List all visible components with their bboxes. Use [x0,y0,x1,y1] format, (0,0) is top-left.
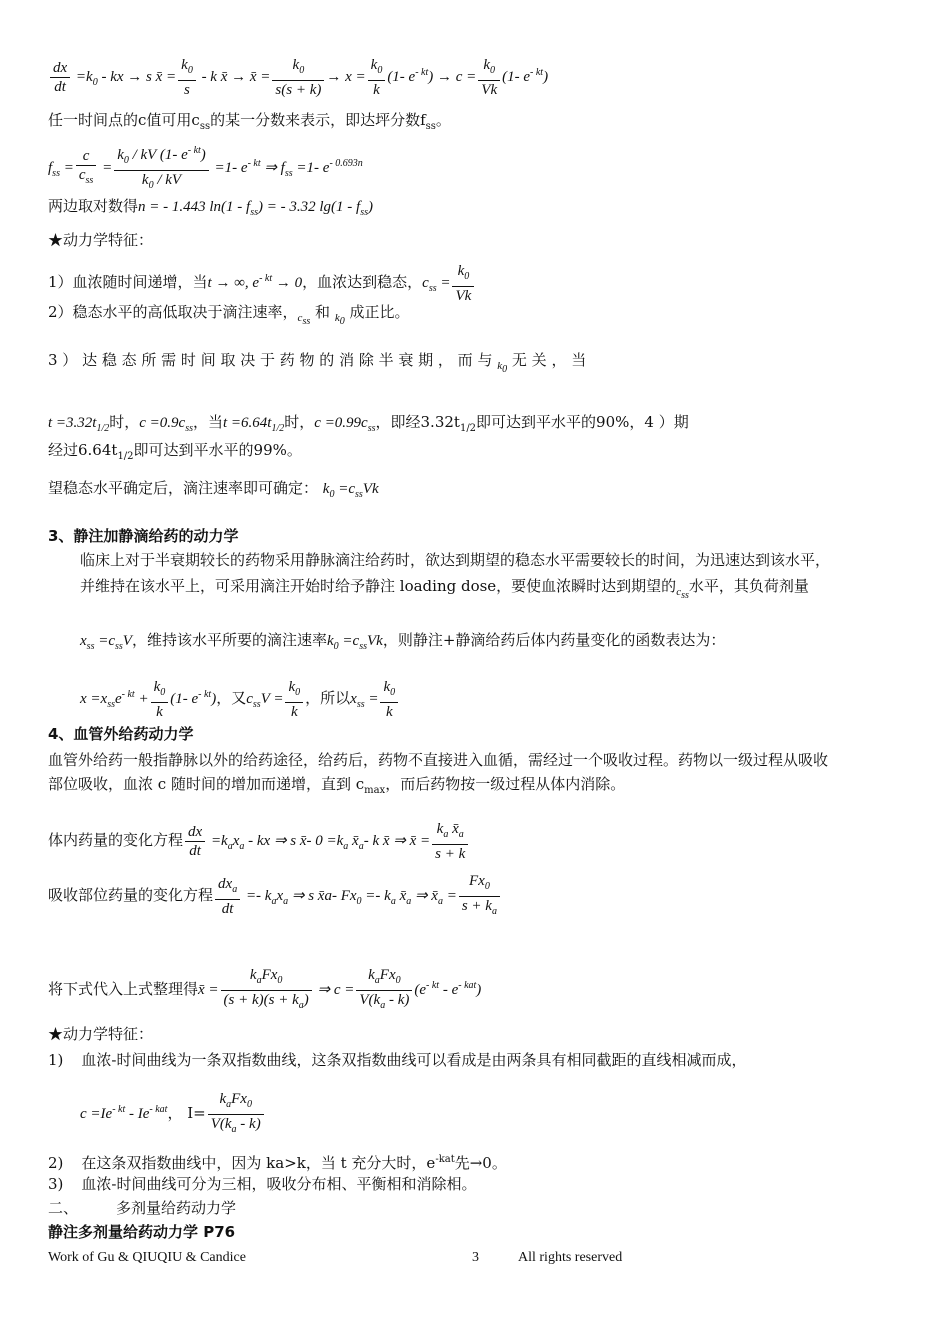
kinetics-item-2: 2）稳态水平的高低取决于滴注速率，$_{css}$ 和 $_{k0}$ 成正比。 [48,303,410,328]
kinetics2-item-3: 3) 血浓-时间曲线可分为三相，吸收分布相、平衡相和消除相。 [48,1175,477,1193]
kinetics-heading-2: ★动力学特征： [48,1025,154,1043]
section-3-para-2: 并维持在该水平上，可采用滴注开始时给予静注 loading dose，要使血浓瞬时达到期望的$_{css}$水平，其负荷剂量 [80,577,809,602]
footer-left: Work of Gu & QIUQIU & Candice [48,1250,246,1265]
fss-intro: 任一时间点的c值可用$c_{ss}$的某一分数来表示，即达坪分数$f_{ss}$。 [48,111,451,132]
part-2-subheading: 静注多剂量给药动力学 P76 [48,1223,236,1241]
equation-body-amount: 体内药量的变化方程 $\frac{dx}{dt}$ $=k_ax_a$ - kx ⇒ s x̄- $0 =k_a$ $x̄_a-$ k x̄ ⇒ x̄ = $\frac{k_a x̄_a}{s + k}$ [48,820,470,863]
footer-page-number: 3 [472,1250,479,1265]
equation-dxdt: $\frac{dx}{dt}$ $=k_0$ - kx → s x̄ = $\frac{k_0}{s}$ - k x̄ → x̄ = $\frac{k_0}{s(s + k)}$ → x = $\frac{k_0}{k}$ (1- $e^{- kt}) \to c$ = $\frac{k_0}{Vk}$ (1- $e^{- kt}$) [48,56,548,99]
section-3-equation: $x =x_{ss}e^{- kt}$ + $\frac{k_0}{k}$ (1- $e^{- kt}$)，又$c_{ss}V$ = $\frac{k_0}{k}$ ，所以$x_{ss}$ = $\frac{k_0}{k}$ [80,678,400,721]
kinetics-heading-1: ★动力学特征： [48,231,154,249]
equation-fss: $f_{ss}$ = $\frac{c}{c_{ss}}$ = $\frac{k_0 / kV (1- e^{- kt})}{k_0 / kV}$ =1- $e^{- kt}$ ⇒ $f_{ss} =1-$ $e^{- 0.693n}$ [48,142,363,195]
kinetics2-item-1: 1) 血浓-时间曲线为一条双指数曲线，这条双指数曲线可以看成是由两条具有相同截距的直线相减而成， [48,1051,747,1069]
kinetics-item-1: 1）血浓随时间递增，当t → ∞, $e^{- kt} \to 0$，血浓达到稳态，$c_{ss}$ = $\frac{k_0}{Vk}$ [48,262,476,305]
section-4-title: 4、血管外给药动力学 [48,725,194,743]
kinetics2-item-2: 2) 在这条双指数曲线中，因为 ka>k，当 t 充分大时，$e^{-kat}$先→0。 [48,1154,507,1172]
kinetics2-equation: $c =Ie^{- kt} - Ie^{- kat}$， I= $\frac{k_aFx_0}{V(k_a - k)}$ [80,1090,266,1139]
equation-absorption-site: 吸收部位药量的变化方程 $\frac{dx_a}{dt}$ =- $k_ax_a$ ⇒ s x̄a- $Fx_0 =- k_a$ $x̄_a$ ⇒ $x̄_a$ = $\frac{Fx_0}{s + k_a}$ [48,872,502,921]
log-line: 两边取对数得n = - 1.443 $\ln(1 - f_{ss})$ = - 3.32 $\lg(1 - f_{ss})$ [48,197,373,218]
section-3-title: 3、静注加静滴给药的动力学 [48,527,239,545]
kinetics-item-3: 3 ） 达 稳 态 所 需 时 间 取 决 于 药 物 的 消 除 半 衰 期 ， 而 与 $_{k0}$ 无 关 ， 当 [48,351,587,376]
section-3-para-1: 临床上对于半衰期较长的药物采用静脉滴注给药时，欲达到期望的稳态水平需要较长的时间，为迅速达到该水平， [80,551,831,569]
kinetics-item-3-line2: $t =3.32t_{1/2}$时，$c =0.9c_{ss}$，当$t =6.64t_{1/2}$时，$c =0.99c_{ss}$，即经$3.32t_{1/2}$即可达到平水平的90%，4 ）期 [48,413,689,434]
part-2-heading: 二、 多剂量给药动力学 [48,1199,237,1217]
equation-substitution: 将下式代入上式整理得x̄ = $\frac{k_aFx_0}{(s + k)(s + k_a)}$ ⇒ c = $\frac{k_aFx_0}{V(k_a - k)}$ $(e^{- kt} - e^{- kat})$ [48,967,482,1011]
section-4-para-1: 血管外给药一般指静脉以外的给药途径，给药后，药物不直接进入血循，需经过一个吸收过程。药物以一级过程从吸收 [48,751,829,769]
rate-line: 望稳态水平确定后，滴注速率即可确定： $k_0 =c_{ss}Vk$ [48,479,379,500]
footer-right: All rights reserved [518,1250,623,1265]
kinetics-item-3-line3: 经过$6.64t_{1/2}$即可达到平水平的99%。 [48,441,302,462]
section-4-para-2: 部位吸收，血浓 c 随时间的增加而递增，直到 $c_{max}$，而后药物按一级过程从体内消除。 [48,775,626,796]
section-3-para-3: $x_{ss} =c_{ss}V$，维持该水平所要的滴注速率$k_0 =c_{ss}Vk$，则静注+静滴给药后体内药量变化的函数表达为： [80,631,726,652]
